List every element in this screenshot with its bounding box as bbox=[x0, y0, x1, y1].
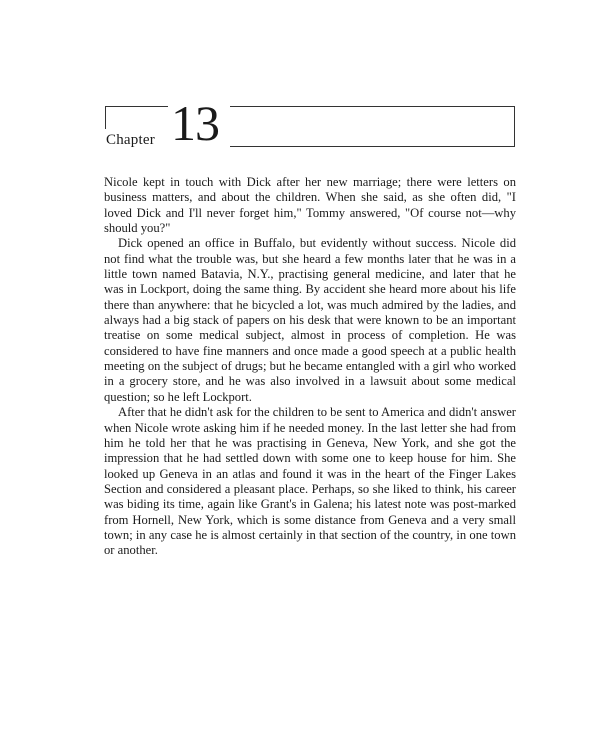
heading-rule-left bbox=[105, 106, 168, 129]
chapter-heading bbox=[105, 95, 515, 152]
paragraph: Nicole kept in touch with Dick after her new marriage; there were letters on business matters, and about the children. When she said, as she often did, "I loved Dick and I'll never forget him," Tommy answered, "Of course not—why should you?" bbox=[104, 175, 516, 236]
paragraph: Dick opened an office in Buffalo, but evidently without success. Nicole did not find what the trouble was, but she heard a few months later that he was in a little town named Batavia, N.Y., practising general medicine, and later that he was in Lockport, doing the same thing. By accident she heard more about his life there than anywhere: that he bicycled a lot, was much admired by the ladies, and always had a big stack of papers on his desk that were known to be an important treatise on some medical subject, almost in process of completion. He was considered to have fine manners and once made a good speech at a public health meeting on the subject of drugs; but he became entangled with a girl who worked in a grocery store, and he was also involved in a lawsuit about some medical question; so he left Lockport. bbox=[104, 236, 516, 404]
chapter-number: 13 bbox=[171, 95, 219, 151]
chapter-label: Chapter bbox=[106, 132, 155, 148]
heading-rule-right bbox=[230, 106, 515, 147]
chapter-body bbox=[104, 175, 516, 559]
paragraph: After that he didn't ask for the children to be sent to America and didn't answer when Nicole wrote asking him if he needed money. In the last letter she had from him he told her that he was practising in Geneva, New York, and she got the impression that he had settled down with some one to keep house for him. She looked up Geneva in an atlas and found it was in the heart of the Finger Lakes Section and considered a pleasant place. Perhaps, so she liked to think, his career was biding its time, again like Grant's in Galena; his latest note was post-marked from Hornell, New York, which is some distance from Geneva and a very small town; in any case he is almost certainly in that section of the country, in one town or another. bbox=[104, 405, 516, 558]
